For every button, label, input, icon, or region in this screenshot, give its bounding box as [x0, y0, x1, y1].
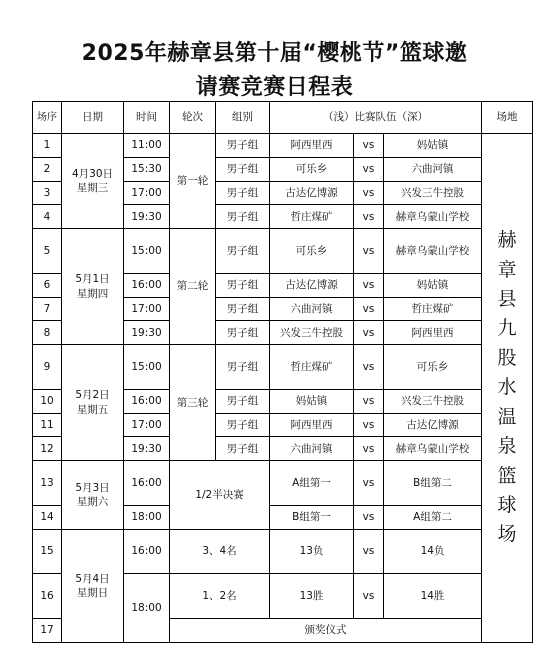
time-cell: 16:00: [124, 461, 170, 506]
venue-cell: [482, 134, 533, 643]
seq-cell: 5: [33, 229, 62, 274]
round-cell: 第一轮: [170, 134, 216, 229]
header-seq: 场序: [33, 102, 62, 134]
vs-cell: vs: [354, 134, 384, 158]
away-team-cell: 妈姑镇: [384, 273, 482, 297]
seq-cell: 7: [33, 297, 62, 321]
time-cell: 15:00: [124, 345, 170, 390]
time-cell: 19:30: [124, 321, 170, 345]
away-team-cell: 赫章乌蒙山学校: [384, 229, 482, 274]
home-team-cell: 六曲河镇: [270, 297, 354, 321]
weekday-text: 星期四: [76, 287, 109, 300]
time-cell: 19:30: [124, 437, 170, 461]
home-team-cell: 古达亿博源: [270, 273, 354, 297]
seq-cell: 2: [33, 157, 62, 181]
away-team-cell: 14胜: [384, 574, 482, 619]
seq-cell: 6: [33, 273, 62, 297]
table-row: [33, 529, 533, 574]
time-cell: 18:00: [124, 505, 170, 529]
table-row: [33, 229, 533, 274]
weekday-text: 星期六: [76, 495, 109, 508]
page-title-line1: 2025年赫章县第十届“樱桃节”篮球邀: [81, 41, 468, 66]
away-team-cell: 赫章乌蒙山学校: [384, 205, 482, 229]
schedule-table: [32, 101, 533, 643]
home-team-cell: 阿西里西: [270, 413, 354, 437]
home-team-cell: 哲庄煤矿: [270, 345, 354, 390]
date-text: 5月1日: [75, 273, 110, 286]
away-team-cell: 古达亿博源: [384, 413, 482, 437]
time-cell: 16:00: [124, 273, 170, 297]
date-cell: [62, 461, 124, 530]
page-title-line2: 请赛竞赛日程表: [195, 75, 354, 100]
away-team-cell: 可乐乡: [384, 345, 482, 390]
vs-cell: vs: [354, 505, 384, 529]
seq-cell: 3: [33, 181, 62, 205]
group-cell: 男子组: [216, 134, 270, 158]
date-text: 5月3日: [75, 481, 110, 494]
weekday-text: 星期日: [76, 586, 109, 599]
time-cell: 16:00: [124, 389, 170, 413]
home-team-cell: 妈姑镇: [270, 389, 354, 413]
seq-cell: 10: [33, 389, 62, 413]
home-team-cell: 六曲河镇: [270, 437, 354, 461]
weekday-text: 星期五: [76, 403, 109, 416]
seq-cell: 11: [33, 413, 62, 437]
ceremony-cell: 颁奖仪式: [170, 619, 482, 643]
seq-cell: 8: [33, 321, 62, 345]
group-cell: 男子组: [216, 297, 270, 321]
date-cell: [62, 134, 124, 229]
home-team-cell: 古达亿博源: [270, 181, 354, 205]
time-cell: 11:00: [124, 134, 170, 158]
header-date: 日期: [62, 102, 124, 134]
group-cell: 男子组: [216, 389, 270, 413]
group-cell: 男子组: [216, 321, 270, 345]
date-text: 5月2日: [75, 389, 110, 402]
vs-cell: vs: [354, 437, 384, 461]
away-team-cell: 六曲河镇: [384, 157, 482, 181]
round-cell: 第三轮: [170, 345, 216, 461]
group-cell: 男子组: [216, 229, 270, 274]
group-cell: 男子组: [216, 273, 270, 297]
away-team-cell: 赫章乌蒙山学校: [384, 437, 482, 461]
away-team-cell: 哲庄煤矿: [384, 297, 482, 321]
vs-cell: vs: [354, 273, 384, 297]
header-round: 轮次: [170, 102, 216, 134]
time-cell: 17:00: [124, 297, 170, 321]
weekday-text: 星期三: [76, 182, 109, 195]
venue-text: 赫章县九股水温泉篮球场: [497, 229, 517, 546]
time-cell: 18:00: [124, 574, 170, 643]
group-cell: 男子组: [216, 157, 270, 181]
vs-cell: vs: [354, 389, 384, 413]
header-row: [33, 102, 533, 134]
away-team-cell: 兴发三牛控股: [384, 181, 482, 205]
table-row: [33, 461, 533, 506]
header-teams: （浅）比赛队伍（深）: [270, 102, 482, 134]
seq-cell: 17: [33, 619, 62, 643]
stage-cell: 1、2名: [170, 574, 270, 619]
home-team-cell: 可乐乡: [270, 157, 354, 181]
vs-cell: vs: [354, 181, 384, 205]
header-venue: 场地: [482, 102, 533, 134]
home-team-cell: B组第一: [270, 505, 354, 529]
home-team-cell: 哲庄煤矿: [270, 205, 354, 229]
group-cell: 男子组: [216, 205, 270, 229]
vs-cell: vs: [354, 461, 384, 506]
home-team-cell: 兴发三牛控股: [270, 321, 354, 345]
home-team-cell: 13负: [270, 529, 354, 574]
stage-cell: 3、4名: [170, 529, 270, 574]
round-cell: 第二轮: [170, 229, 216, 345]
away-team-cell: A组第二: [384, 505, 482, 529]
group-cell: 男子组: [216, 413, 270, 437]
home-team-cell: 可乐乡: [270, 229, 354, 274]
vs-cell: vs: [354, 529, 384, 574]
group-cell: 男子组: [216, 437, 270, 461]
away-team-cell: 阿西里西: [384, 321, 482, 345]
vs-cell: vs: [354, 157, 384, 181]
date-cell: [62, 229, 124, 345]
vs-cell: vs: [354, 229, 384, 274]
away-team-cell: 妈姑镇: [384, 134, 482, 158]
time-cell: 16:00: [124, 529, 170, 574]
seq-cell: 15: [33, 529, 62, 574]
seq-cell: 9: [33, 345, 62, 390]
vs-cell: vs: [354, 321, 384, 345]
time-cell: 15:30: [124, 157, 170, 181]
seq-cell: 13: [33, 461, 62, 506]
date-text: 4月30日: [71, 167, 114, 180]
header-group: 组别: [216, 102, 270, 134]
vs-cell: vs: [354, 205, 384, 229]
table-row: [33, 134, 533, 158]
seq-cell: 12: [33, 437, 62, 461]
away-team-cell: 14负: [384, 529, 482, 574]
time-cell: 17:00: [124, 181, 170, 205]
vs-cell: vs: [354, 413, 384, 437]
home-team-cell: 阿西里西: [270, 134, 354, 158]
vs-cell: vs: [354, 574, 384, 619]
vs-cell: vs: [354, 345, 384, 390]
seq-cell: 1: [33, 134, 62, 158]
stage-cell: 1/2半决赛: [170, 461, 270, 530]
time-cell: 19:30: [124, 205, 170, 229]
home-team-cell: A组第一: [270, 461, 354, 506]
vs-cell: vs: [354, 297, 384, 321]
table-row: [33, 345, 533, 390]
time-cell: 17:00: [124, 413, 170, 437]
seq-cell: 4: [33, 205, 62, 229]
date-cell: [62, 529, 124, 642]
date-text: 5月4日: [75, 572, 110, 585]
away-team-cell: 兴发三牛控股: [384, 389, 482, 413]
group-cell: 男子组: [216, 181, 270, 205]
seq-cell: 16: [33, 574, 62, 619]
group-cell: 男子组: [216, 345, 270, 390]
header-time: 时间: [124, 102, 170, 134]
time-cell: 15:00: [124, 229, 170, 274]
seq-cell: 14: [33, 505, 62, 529]
away-team-cell: B组第二: [384, 461, 482, 506]
home-team-cell: 13胜: [270, 574, 354, 619]
date-cell: [62, 345, 124, 461]
